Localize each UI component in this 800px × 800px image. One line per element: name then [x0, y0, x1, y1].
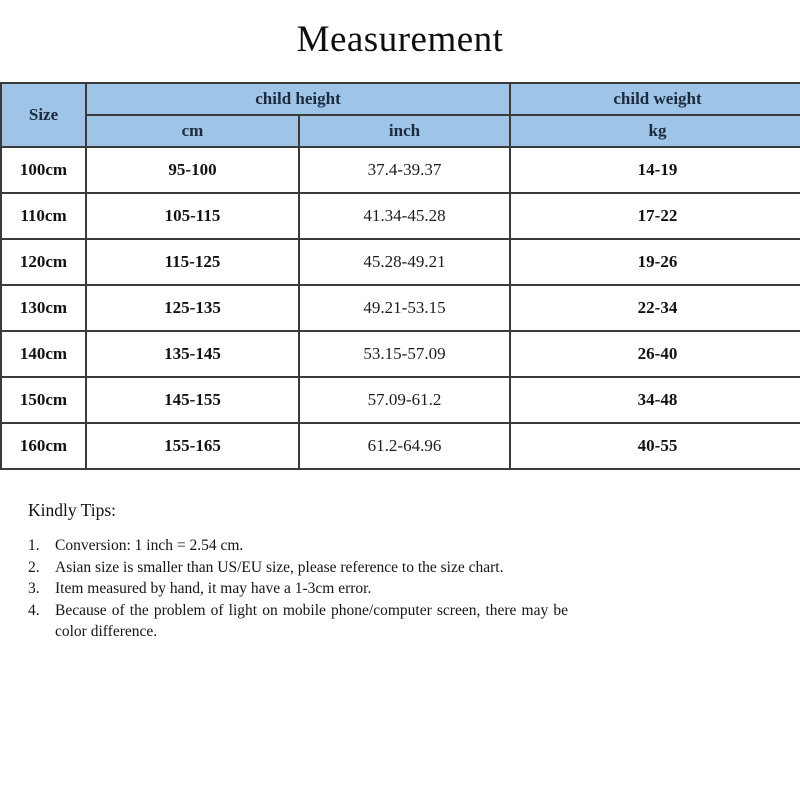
- tip-text: Because of the problem of light on mobile phone/computer screen, there may be color difference.: [55, 601, 568, 641]
- cell-height-cm: 145-155: [86, 377, 299, 423]
- cell-weight-kg: 26-40: [510, 331, 800, 377]
- tip-text: Item measured by hand, it may have a 1-3cm error.: [55, 580, 372, 598]
- table-row: [1, 423, 800, 469]
- cell-height-inch: 45.28-49.21: [299, 239, 510, 285]
- cell-size: 100cm: [1, 147, 86, 193]
- cell-size: 140cm: [1, 331, 86, 377]
- cell-height-cm: 155-165: [86, 423, 299, 469]
- tips-heading: Kindly Tips:: [28, 500, 117, 520]
- kindly-tips-section: [28, 500, 568, 643]
- table-row: [1, 239, 800, 285]
- cell-weight-kg: 40-55: [510, 423, 800, 469]
- table-row: [1, 377, 800, 423]
- cell-height-inch: 53.15-57.09: [299, 331, 510, 377]
- cell-height-inch: 49.21-53.15: [299, 285, 510, 331]
- size-chart-header: [1, 83, 800, 147]
- table-row: [1, 331, 800, 377]
- table-row: [1, 285, 800, 331]
- cell-weight-kg: 34-48: [510, 377, 800, 423]
- cell-weight-kg: 22-34: [510, 285, 800, 331]
- tip-number: 1.: [28, 537, 40, 554]
- header-cm: cm: [86, 115, 299, 147]
- cell-weight-kg: 17-22: [510, 193, 800, 239]
- tip-item: [28, 578, 568, 600]
- cell-height-cm: 125-135: [86, 285, 299, 331]
- tip-number: 2.: [28, 558, 40, 576]
- header-kg: kg: [510, 115, 800, 147]
- header-inch: inch: [299, 115, 510, 147]
- cell-weight-kg: 19-26: [510, 239, 800, 285]
- tip-number: 3.: [28, 580, 40, 598]
- cell-weight-kg: 14-19: [510, 147, 800, 193]
- cell-size: 120cm: [1, 239, 86, 285]
- tip-item: [28, 535, 568, 557]
- tip-text: Asian size is smaller than US/EU size, please reference to the size chart.: [55, 558, 504, 576]
- tip-item: [28, 600, 568, 643]
- page-title: Measurement: [296, 19, 504, 60]
- tip-item: [28, 557, 568, 579]
- header-size: Size: [1, 83, 86, 147]
- cell-height-inch: 41.34-45.28: [299, 193, 510, 239]
- cell-size: 150cm: [1, 377, 86, 423]
- cell-height-cm: 105-115: [86, 193, 299, 239]
- cell-height-cm: 135-145: [86, 331, 299, 377]
- cell-height-inch: 61.2-64.96: [299, 423, 510, 469]
- cell-size: 160cm: [1, 423, 86, 469]
- cell-height-inch: 57.09-61.2: [299, 377, 510, 423]
- cell-size: 110cm: [1, 193, 86, 239]
- cell-height-inch: 37.4-39.37: [299, 147, 510, 193]
- table-row: [1, 147, 800, 193]
- tip-text: Conversion: 1 inch = 2.54 cm.: [55, 537, 244, 554]
- header-child-height: child height: [86, 83, 510, 115]
- cell-height-cm: 115-125: [86, 239, 299, 285]
- cell-height-cm: 95-100: [86, 147, 299, 193]
- size-chart-table: [0, 82, 800, 470]
- header-child-weight: child weight: [510, 83, 800, 115]
- cell-size: 130cm: [1, 285, 86, 331]
- table-row: [1, 193, 800, 239]
- tip-number: 4.: [28, 601, 40, 619]
